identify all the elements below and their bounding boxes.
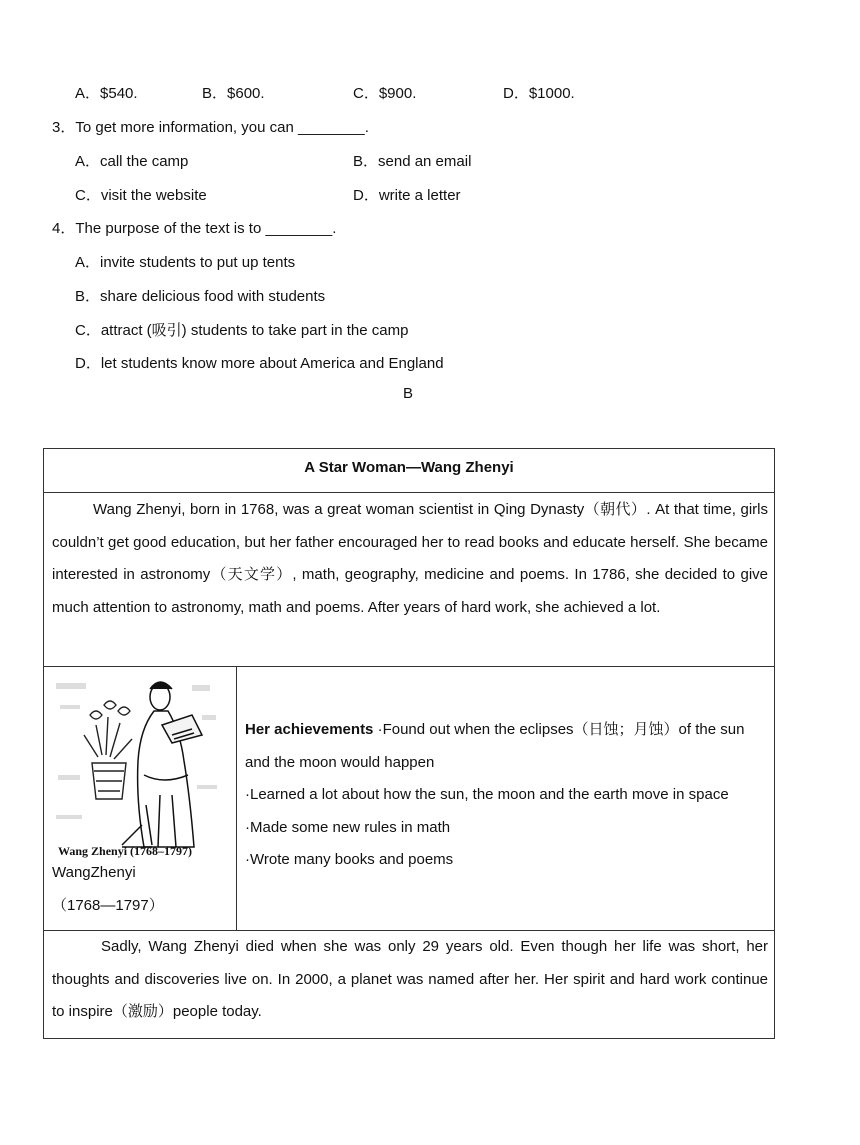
q3-option-a: A．call the camp [75,153,189,170]
achievement-line-5: ·Wrote many books and poems [245,851,454,868]
achievements-label: Her achievements [245,721,374,738]
q3-stem: 3．To get more information, you can ________. [52,119,369,136]
achievement-line-2: and the moon would happen [245,753,435,771]
q4-option-b: B．share delicious food with students [75,288,326,305]
caption-block [52,857,164,922]
achievement-line-1 [245,714,770,747]
section-label: B [403,385,414,402]
passage-ending: Sadly, Wang Zhenyi died when she was only 29 years old. Even though her life was short, her thoughts and discoveries live on. In 2000, a planet was named after her. Her spirit and hard work continue to inspire（激励）people today. [52,938,768,1021]
passage-intro: Wang Zhenyi, born in 1768, was a great woman scientist in Qing Dynasty（朝代）. At that time, girls couldn’t get good education, but her father encouraged her to read books and educate herself. She became interested in astronomy（天文学）, math, geography, medicine and poems. In 1786, she decided to give much attention to astronomy, math and poems. After years of hard work, she achieved a lot. [52,501,768,617]
passage-table [43,448,775,1039]
image-caption: Wang Zhenyi (1768–1797) [58,844,193,858]
q2-option-a: A．$540. [75,85,138,102]
wang-zhenyi-illustration [52,675,230,860]
q3-option-d: D．write a letter [353,187,461,204]
achievements-cell [245,714,770,877]
portrait-sketch [52,675,230,860]
q4-stem: 4．The purpose of the text is to ________. [52,220,337,237]
q3-option-b: B．send an email [353,153,472,170]
q3-option-c: C．visit the website [75,187,207,204]
q2-option-c: C．$900. [353,85,417,102]
q2-option-b: B．$600. [202,85,265,102]
q4-option-a: A．invite students to put up tents [75,254,296,271]
achievement-text-1: ·Found out when the eclipses（日蚀；月蚀）of the sun [377,721,745,738]
q2-option-d: D．$1000. [503,85,575,102]
row-divider [44,492,774,493]
caption-name: WangZhenyi [52,864,136,881]
achievement-line-3: ·Learned a lot about how the sun, the moon and the earth move in space [245,786,729,803]
row-divider [44,666,774,667]
column-divider [236,666,237,930]
q4-option-c: C．attract (吸引) students to take part in the camp [75,322,409,339]
achievement-line-4: ·Made some new rules in math [245,818,451,836]
passage-title: A Star Woman—Wang Zhenyi [304,459,514,476]
caption-years: （1768—1797） [52,896,164,914]
q4-option-d: D．let students know more about America and England [75,355,444,372]
